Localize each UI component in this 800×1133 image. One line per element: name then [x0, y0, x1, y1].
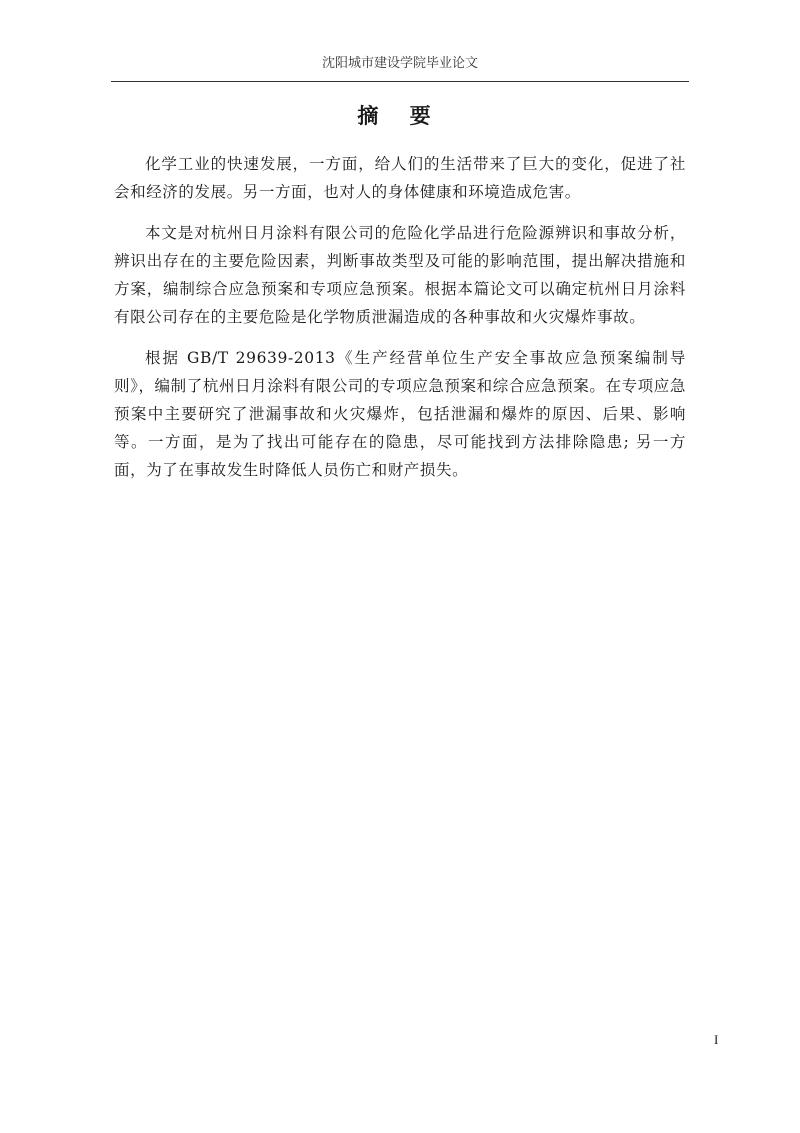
- abstract-body: [114, 150, 686, 497]
- header-text: 沈阳城市建设学院毕业论文: [321, 56, 478, 71]
- abstract-paragraph: 根据 GB/T 29639-2013《生产经营单位生产安全事故应急预案编制导则》，编制了杭州日月涂料有限公司的专项应急预案和综合应急预案。在专项应急预案中主要研究了泄漏事故和火灾爆炸，包括泄漏和爆炸的原因、后果、影响等。一方面，是为了找出可能存在的隐患，尽可能找到方法排除隐患; 另一方面，为了在事故发生时降低人员伤亡和财产损失。: [114, 349, 686, 479]
- page-number: I: [714, 1032, 719, 1047]
- page-title: 摘 要: [357, 104, 443, 128]
- abstract-paragraph: 本文是对杭州日月涂料有限公司的危险化学品进行危险源辨识和事故分析，辨识出存在的主要危险因素，判断事故类型及可能的影响范围，提出解决措施和方案，编制综合应急预案和专项应急预案。根据本篇论文可以确定杭州日月涂料有限公司存在的主要危险是化学物质泄漏造成的各种事故和火灾爆炸事故。: [114, 224, 686, 326]
- abstract-paragraph: 化学工业的快速发展，一方面，给人们的生活带来了巨大的变化，促进了社会和经济的发展。另一方面，也对人的身体健康和环境造成危害。: [114, 155, 686, 201]
- page-header: [111, 54, 689, 82]
